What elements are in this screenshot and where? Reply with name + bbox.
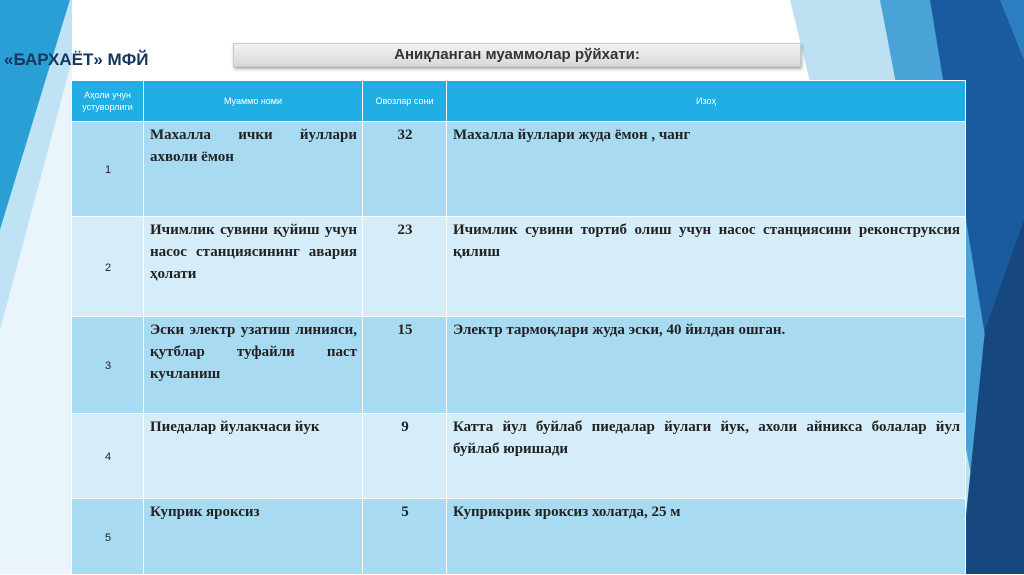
header-votes: Овозлар сони bbox=[363, 81, 447, 122]
row-priority: 5 bbox=[72, 499, 144, 575]
header-problem-name: Муаммо номи bbox=[144, 81, 363, 122]
row-problem-name: Эски электр узатиш линияси, қутблар туфайли паст кучланиш bbox=[144, 317, 363, 414]
row-priority: 3 bbox=[72, 317, 144, 414]
row-votes: 15 bbox=[363, 317, 447, 414]
row-problem-name: Куприк яроксиз bbox=[144, 499, 363, 575]
row-note: Ичимлик сувини тортиб олиш учун насос станциясини реконструксия қилиш bbox=[447, 217, 966, 317]
row-votes: 9 bbox=[363, 414, 447, 499]
row-votes: 23 bbox=[363, 217, 447, 317]
row-problem-name: Пиедалар йулакчаси йук bbox=[144, 414, 363, 499]
row-problem-name: Ичимлик сувини қуйиш учун насос станциясининг авария ҳолати bbox=[144, 217, 363, 317]
org-title: «БАРХАЁТ» МФЙ bbox=[4, 50, 149, 69]
problems-table bbox=[71, 80, 966, 575]
row-note: Электр тармоқлари жуда эски, 40 йилдан ошган. bbox=[447, 317, 966, 414]
table-row bbox=[72, 317, 966, 414]
row-votes: 5 bbox=[363, 499, 447, 575]
row-priority: 4 bbox=[72, 414, 144, 499]
header-priority: Аҳоли учун устуворлиги bbox=[72, 81, 144, 122]
row-note: Махалла йуллари жуда ёмон , чанг bbox=[447, 122, 966, 217]
row-priority: 1 bbox=[72, 122, 144, 217]
row-problem-name: Махалла ички йуллари ахволи ёмон bbox=[144, 122, 363, 217]
table-row bbox=[72, 217, 966, 317]
table-row bbox=[72, 122, 966, 217]
table-row bbox=[72, 499, 966, 575]
row-priority: 2 bbox=[72, 217, 144, 317]
table-header-row bbox=[72, 81, 966, 122]
header-note: Изоҳ bbox=[447, 81, 966, 122]
row-votes: 32 bbox=[363, 122, 447, 217]
table-row bbox=[72, 414, 966, 499]
row-note: Катта йул буйлаб пиедалар йулаги йук, ахоли айникса болалар йул буйлаб юришади bbox=[447, 414, 966, 499]
row-note: Куприкрик яроксиз холатда, 25 м bbox=[447, 499, 966, 575]
page-title: Аниқланган муаммолар рўйхати: bbox=[233, 43, 801, 67]
